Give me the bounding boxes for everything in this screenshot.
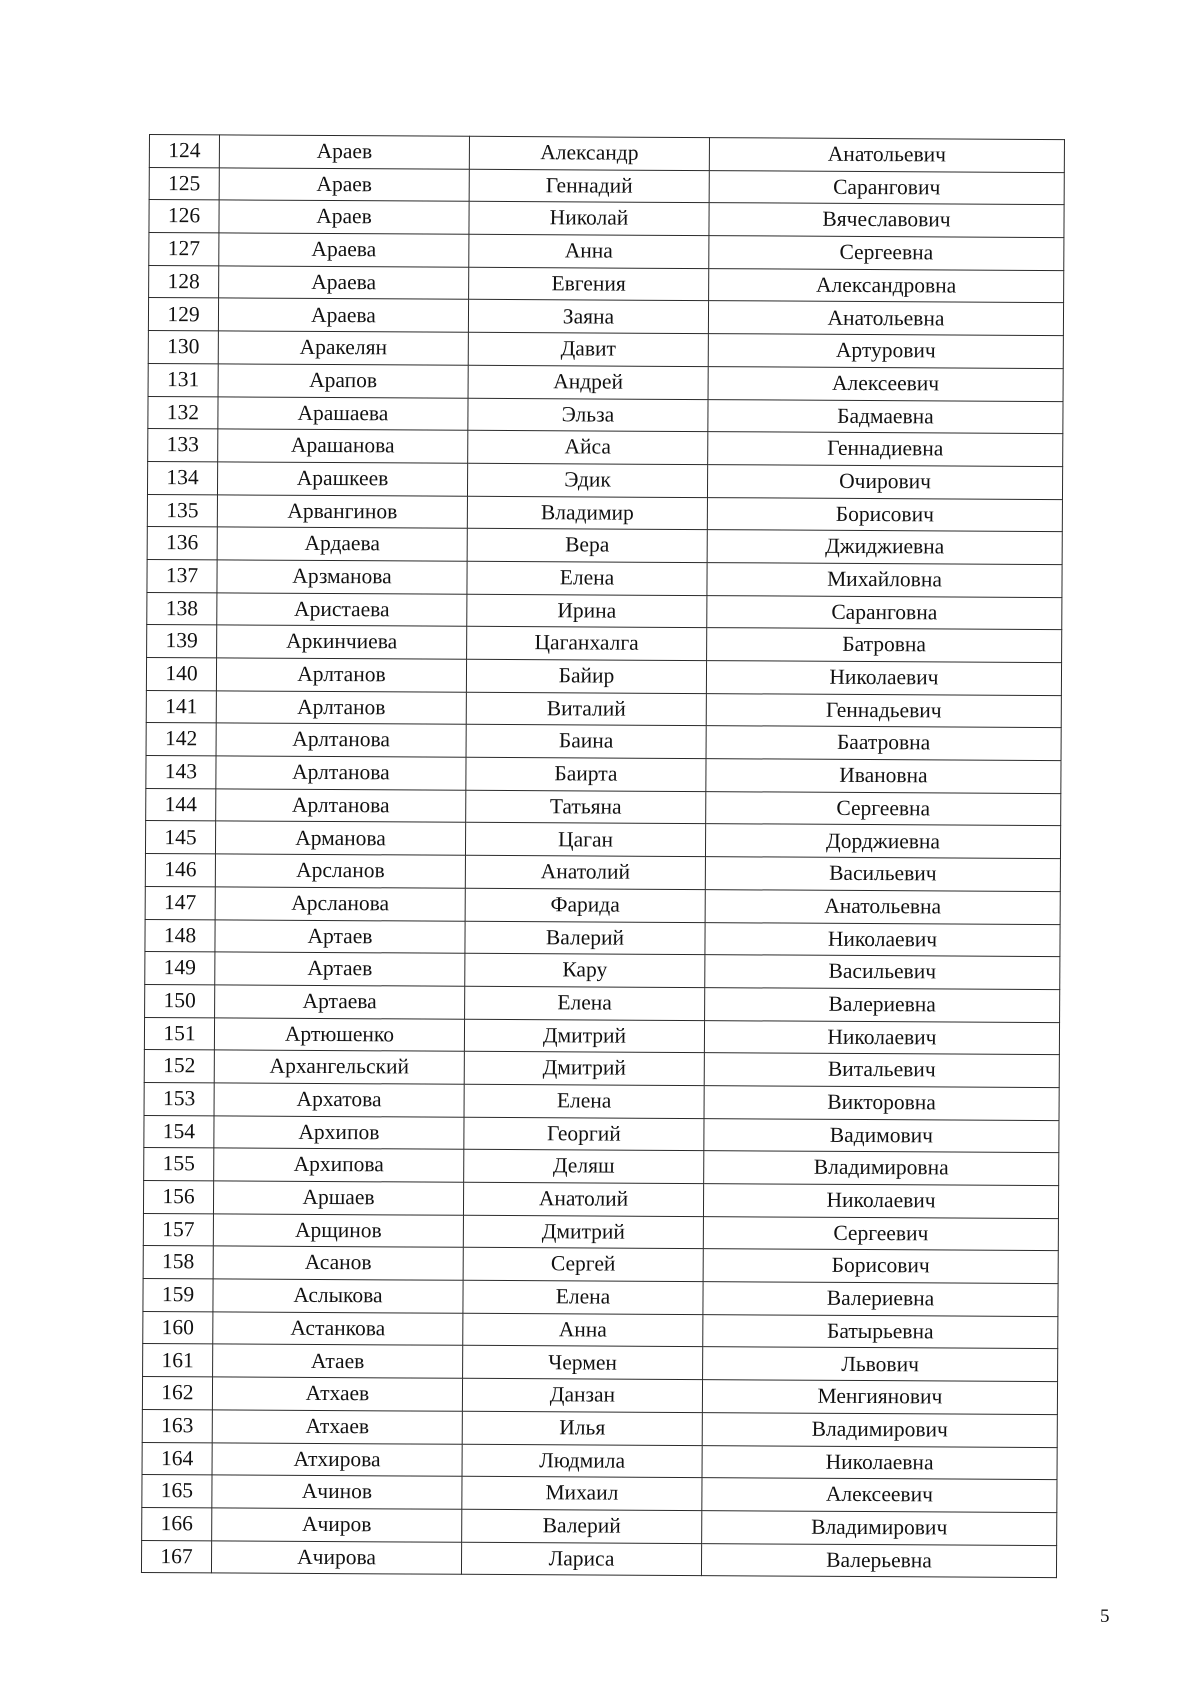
table-row xyxy=(149,135,1064,173)
patronymic-cell: Анатольевна xyxy=(708,301,1063,336)
row-number-cell: 156 xyxy=(143,1180,213,1213)
first-name-cell: Андрей xyxy=(468,365,708,399)
patronymic-cell: Баатровна xyxy=(706,726,1061,761)
last-name-cell: Аслыкова xyxy=(213,1279,463,1313)
table-row xyxy=(147,494,1062,532)
last-name-cell: Арашаева xyxy=(218,396,468,430)
first-name-cell: Николай xyxy=(469,202,709,236)
row-number-cell: 166 xyxy=(142,1507,212,1540)
first-name-cell: Цаган xyxy=(465,823,705,857)
row-number-cell: 128 xyxy=(149,265,219,298)
first-name-cell: Байир xyxy=(466,659,706,693)
patronymic-cell: Джиджиевна xyxy=(707,530,1062,565)
table-row xyxy=(147,559,1062,597)
row-number-cell: 135 xyxy=(147,494,217,527)
last-name-cell: Ардаева xyxy=(217,527,467,561)
first-name-cell: Елена xyxy=(463,1280,703,1314)
row-number-cell: 165 xyxy=(142,1475,212,1508)
patronymic-cell: Валериевна xyxy=(703,1282,1058,1317)
table-row xyxy=(142,1442,1057,1480)
first-name-cell: Илья xyxy=(462,1411,702,1445)
row-number-cell: 138 xyxy=(147,592,217,625)
table-row xyxy=(147,527,1062,565)
patronymic-cell: Владимирович xyxy=(702,1510,1057,1545)
table-row xyxy=(149,200,1064,238)
table-row xyxy=(144,1017,1059,1055)
last-name-cell: Аракелян xyxy=(218,331,468,365)
patronymic-cell: Витальевич xyxy=(704,1053,1059,1088)
first-name-cell: Валерий xyxy=(462,1509,702,1543)
row-number-cell: 140 xyxy=(146,657,216,690)
first-name-cell: Заяна xyxy=(468,300,708,334)
last-name-cell: Араева xyxy=(219,233,469,267)
patronymic-cell: Геннадьевич xyxy=(706,693,1061,728)
first-name-cell: Евгения xyxy=(469,267,709,301)
last-name-cell: Арлтанова xyxy=(216,789,466,823)
table-row xyxy=(147,461,1062,499)
patronymic-cell: Артурович xyxy=(708,334,1063,369)
table-row xyxy=(149,233,1064,271)
patronymic-cell: Дорджиевна xyxy=(705,824,1060,859)
names-table xyxy=(141,134,1065,1578)
patronymic-cell: Николаевич xyxy=(705,922,1060,957)
first-name-cell: Елена xyxy=(464,1084,704,1118)
row-number-cell: 160 xyxy=(143,1311,213,1344)
row-number-cell: 161 xyxy=(143,1344,213,1377)
patronymic-cell: Александровна xyxy=(709,268,1064,303)
patronymic-cell: Вячеславович xyxy=(709,203,1064,238)
table-row xyxy=(148,363,1063,401)
row-number-cell: 155 xyxy=(144,1148,214,1181)
table-row xyxy=(145,919,1060,957)
first-name-cell: Деляш xyxy=(464,1150,704,1184)
last-name-cell: Арашанова xyxy=(218,429,468,463)
last-name-cell: Араев xyxy=(219,200,469,234)
first-name-cell: Давит xyxy=(468,332,708,366)
first-name-cell: Баирта xyxy=(466,757,706,791)
row-number-cell: 150 xyxy=(145,984,215,1017)
first-name-cell: Баина xyxy=(466,725,706,759)
patronymic-cell: Батровна xyxy=(707,628,1062,663)
first-name-cell: Александр xyxy=(469,136,709,170)
row-number-cell: 144 xyxy=(146,788,216,821)
table-row xyxy=(144,1082,1059,1120)
table-row xyxy=(143,1311,1058,1349)
first-name-cell: Валерий xyxy=(465,921,705,955)
row-number-cell: 163 xyxy=(142,1409,212,1442)
table-row xyxy=(146,756,1061,794)
patronymic-cell: Васильевич xyxy=(705,857,1060,892)
patronymic-cell: Алексеевич xyxy=(708,366,1063,401)
table-row xyxy=(143,1344,1058,1382)
last-name-cell: Арсланова xyxy=(215,887,465,921)
patronymic-cell: Вадимович xyxy=(704,1118,1059,1153)
first-name-cell: Михаил xyxy=(462,1476,702,1510)
first-name-cell: Лариса xyxy=(461,1542,701,1576)
patronymic-cell: Валерьевна xyxy=(701,1543,1056,1578)
patronymic-cell: Михайловна xyxy=(707,563,1062,598)
table-row xyxy=(144,1050,1059,1088)
row-number-cell: 137 xyxy=(147,559,217,592)
last-name-cell: Астанкова xyxy=(213,1312,463,1346)
last-name-cell: Арманова xyxy=(215,821,465,855)
table-row xyxy=(143,1246,1058,1284)
table-row xyxy=(148,298,1063,336)
patronymic-cell: Анатольевич xyxy=(709,138,1064,173)
row-number-cell: 130 xyxy=(148,331,218,364)
table-row xyxy=(148,396,1063,434)
last-name-cell: Арлтанова xyxy=(216,723,466,757)
page-number: 5 xyxy=(1100,1606,1110,1627)
last-name-cell: Ачирова xyxy=(211,1540,461,1574)
patronymic-cell: Бадмаевна xyxy=(708,399,1063,434)
names-table-body xyxy=(141,135,1064,1578)
table-row xyxy=(146,690,1061,728)
patronymic-cell: Саранговна xyxy=(707,595,1062,630)
table-row xyxy=(147,592,1062,630)
table-row xyxy=(145,821,1060,859)
table-row xyxy=(142,1377,1057,1415)
row-number-cell: 143 xyxy=(146,756,216,789)
row-number-cell: 139 xyxy=(147,625,217,658)
patronymic-cell: Очирович xyxy=(707,465,1062,500)
last-name-cell: Артаев xyxy=(215,919,465,953)
first-name-cell: Ирина xyxy=(467,594,707,628)
last-name-cell: Архипова xyxy=(214,1148,464,1182)
first-name-cell: Сергей xyxy=(463,1248,703,1282)
first-name-cell: Дмитрий xyxy=(464,1052,704,1086)
first-name-cell: Вера xyxy=(467,529,707,563)
table-row xyxy=(148,331,1063,369)
row-number-cell: 151 xyxy=(144,1017,214,1050)
first-name-cell: Геннадий xyxy=(469,169,709,203)
last-name-cell: Архипов xyxy=(214,1116,464,1150)
table-row xyxy=(145,952,1060,990)
patronymic-cell: Валериевна xyxy=(705,987,1060,1022)
patronymic-cell: Сергеевич xyxy=(703,1216,1058,1251)
first-name-cell: Елена xyxy=(465,986,705,1020)
patronymic-cell: Ивановна xyxy=(706,759,1061,794)
table-row xyxy=(142,1475,1057,1513)
table-row xyxy=(147,625,1062,663)
row-number-cell: 129 xyxy=(148,298,218,331)
last-name-cell: Арлтанов xyxy=(216,658,466,692)
last-name-cell: Араев xyxy=(219,168,469,202)
row-number-cell: 136 xyxy=(147,527,217,560)
first-name-cell: Анна xyxy=(469,234,709,268)
row-number-cell: 133 xyxy=(148,429,218,462)
last-name-cell: Арашкеев xyxy=(217,462,467,496)
row-number-cell: 142 xyxy=(146,723,216,756)
patronymic-cell: Алексеевич xyxy=(702,1478,1057,1513)
patronymic-cell: Батырьевна xyxy=(703,1314,1058,1349)
patronymic-cell: Сергеевна xyxy=(709,236,1064,271)
table-row xyxy=(145,984,1060,1022)
row-number-cell: 159 xyxy=(143,1279,213,1312)
row-number-cell: 131 xyxy=(148,363,218,396)
patronymic-cell: Львович xyxy=(703,1347,1058,1382)
patronymic-cell: Викторовна xyxy=(704,1086,1059,1121)
last-name-cell: Арвангинов xyxy=(217,494,467,528)
table-row xyxy=(145,886,1060,924)
first-name-cell: Дмитрий xyxy=(464,1019,704,1053)
last-name-cell: Аристаева xyxy=(217,593,467,627)
row-number-cell: 126 xyxy=(149,200,219,233)
last-name-cell: Артюшенко xyxy=(214,1017,464,1051)
row-number-cell: 125 xyxy=(149,167,219,200)
first-name-cell: Данзан xyxy=(462,1378,702,1412)
table-row xyxy=(142,1507,1057,1545)
first-name-cell: Эдик xyxy=(467,463,707,497)
row-number-cell: 162 xyxy=(142,1377,212,1410)
row-number-cell: 149 xyxy=(145,952,215,985)
patronymic-cell: Борисович xyxy=(707,497,1062,532)
last-name-cell: Атхаев xyxy=(212,1410,462,1444)
last-name-cell: Араева xyxy=(218,298,468,332)
row-number-cell: 152 xyxy=(144,1050,214,1083)
last-name-cell: Арсланов xyxy=(215,854,465,888)
last-name-cell: Архангельский xyxy=(214,1050,464,1084)
last-name-cell: Арапов xyxy=(218,364,468,398)
last-name-cell: Арлтанова xyxy=(216,756,466,790)
table-row xyxy=(149,265,1064,303)
table-row xyxy=(143,1279,1058,1317)
patronymic-cell: Николаевна xyxy=(702,1445,1057,1480)
first-name-cell: Елена xyxy=(467,561,707,595)
table-row xyxy=(145,854,1060,892)
last-name-cell: Аркинчиева xyxy=(217,625,467,659)
first-name-cell: Эльза xyxy=(468,398,708,432)
first-name-cell: Фарида xyxy=(465,888,705,922)
first-name-cell: Георгий xyxy=(464,1117,704,1151)
patronymic-cell: Васильевич xyxy=(705,955,1060,990)
table-row xyxy=(146,788,1061,826)
last-name-cell: Ачинов xyxy=(212,1475,462,1509)
table-row xyxy=(148,429,1063,467)
row-number-cell: 157 xyxy=(143,1213,213,1246)
patronymic-cell: Геннадиевна xyxy=(708,432,1063,467)
first-name-cell: Владимир xyxy=(467,496,707,530)
patronymic-cell: Николаевич xyxy=(704,1020,1059,1055)
last-name-cell: Араев xyxy=(219,135,469,169)
first-name-cell: Дмитрий xyxy=(463,1215,703,1249)
last-name-cell: Атхаев xyxy=(212,1377,462,1411)
row-number-cell: 124 xyxy=(149,135,219,168)
row-number-cell: 167 xyxy=(141,1540,211,1573)
last-name-cell: Арзманова xyxy=(217,560,467,594)
patronymic-cell: Владимирович xyxy=(702,1412,1057,1447)
row-number-cell: 134 xyxy=(147,461,217,494)
row-number-cell: 153 xyxy=(144,1082,214,1115)
patronymic-cell: Анатольевна xyxy=(705,889,1060,924)
first-name-cell: Цаганхалга xyxy=(467,627,707,661)
first-name-cell: Анатолий xyxy=(463,1182,703,1216)
first-name-cell: Виталий xyxy=(466,692,706,726)
last-name-cell: Артаева xyxy=(215,985,465,1019)
last-name-cell: Атхирова xyxy=(212,1442,462,1476)
patronymic-cell: Сергеевна xyxy=(706,791,1061,826)
last-name-cell: Архатова xyxy=(214,1083,464,1117)
table-row xyxy=(144,1148,1059,1186)
table-row xyxy=(141,1540,1056,1578)
table-row xyxy=(146,723,1061,761)
last-name-cell: Атаев xyxy=(213,1344,463,1378)
table-row xyxy=(146,657,1061,695)
first-name-cell: Татьяна xyxy=(466,790,706,824)
last-name-cell: Арлтанов xyxy=(216,691,466,725)
row-number-cell: 164 xyxy=(142,1442,212,1475)
row-number-cell: 147 xyxy=(145,886,215,919)
table-row xyxy=(149,167,1064,205)
patronymic-cell: Николаевич xyxy=(703,1184,1058,1219)
table-row xyxy=(143,1213,1058,1251)
last-name-cell: Асанов xyxy=(213,1246,463,1280)
row-number-cell: 148 xyxy=(145,919,215,952)
row-number-cell: 154 xyxy=(144,1115,214,1148)
patronymic-cell: Сарангович xyxy=(709,170,1064,205)
patronymic-cell: Владимировна xyxy=(704,1151,1059,1186)
last-name-cell: Аршаев xyxy=(213,1181,463,1215)
last-name-cell: Арщинов xyxy=(213,1214,463,1248)
first-name-cell: Чермен xyxy=(463,1346,703,1380)
row-number-cell: 141 xyxy=(146,690,216,723)
first-name-cell: Айса xyxy=(468,430,708,464)
table-row xyxy=(144,1115,1059,1153)
row-number-cell: 158 xyxy=(143,1246,213,1279)
table-row xyxy=(143,1180,1058,1218)
patronymic-cell: Борисович xyxy=(703,1249,1058,1284)
last-name-cell: Араева xyxy=(219,266,469,300)
row-number-cell: 145 xyxy=(145,821,215,854)
first-name-cell: Анна xyxy=(463,1313,703,1347)
first-name-cell: Анатолий xyxy=(465,855,705,889)
row-number-cell: 132 xyxy=(148,396,218,429)
row-number-cell: 146 xyxy=(145,854,215,887)
last-name-cell: Артаев xyxy=(215,952,465,986)
first-name-cell: Кару xyxy=(465,953,705,987)
first-name-cell: Людмила xyxy=(462,1444,702,1478)
patronymic-cell: Менгиянович xyxy=(702,1380,1057,1415)
table-row xyxy=(142,1409,1057,1447)
patronymic-cell: Николаевич xyxy=(706,661,1061,696)
last-name-cell: Ачиров xyxy=(212,1508,462,1542)
row-number-cell: 127 xyxy=(149,233,219,266)
